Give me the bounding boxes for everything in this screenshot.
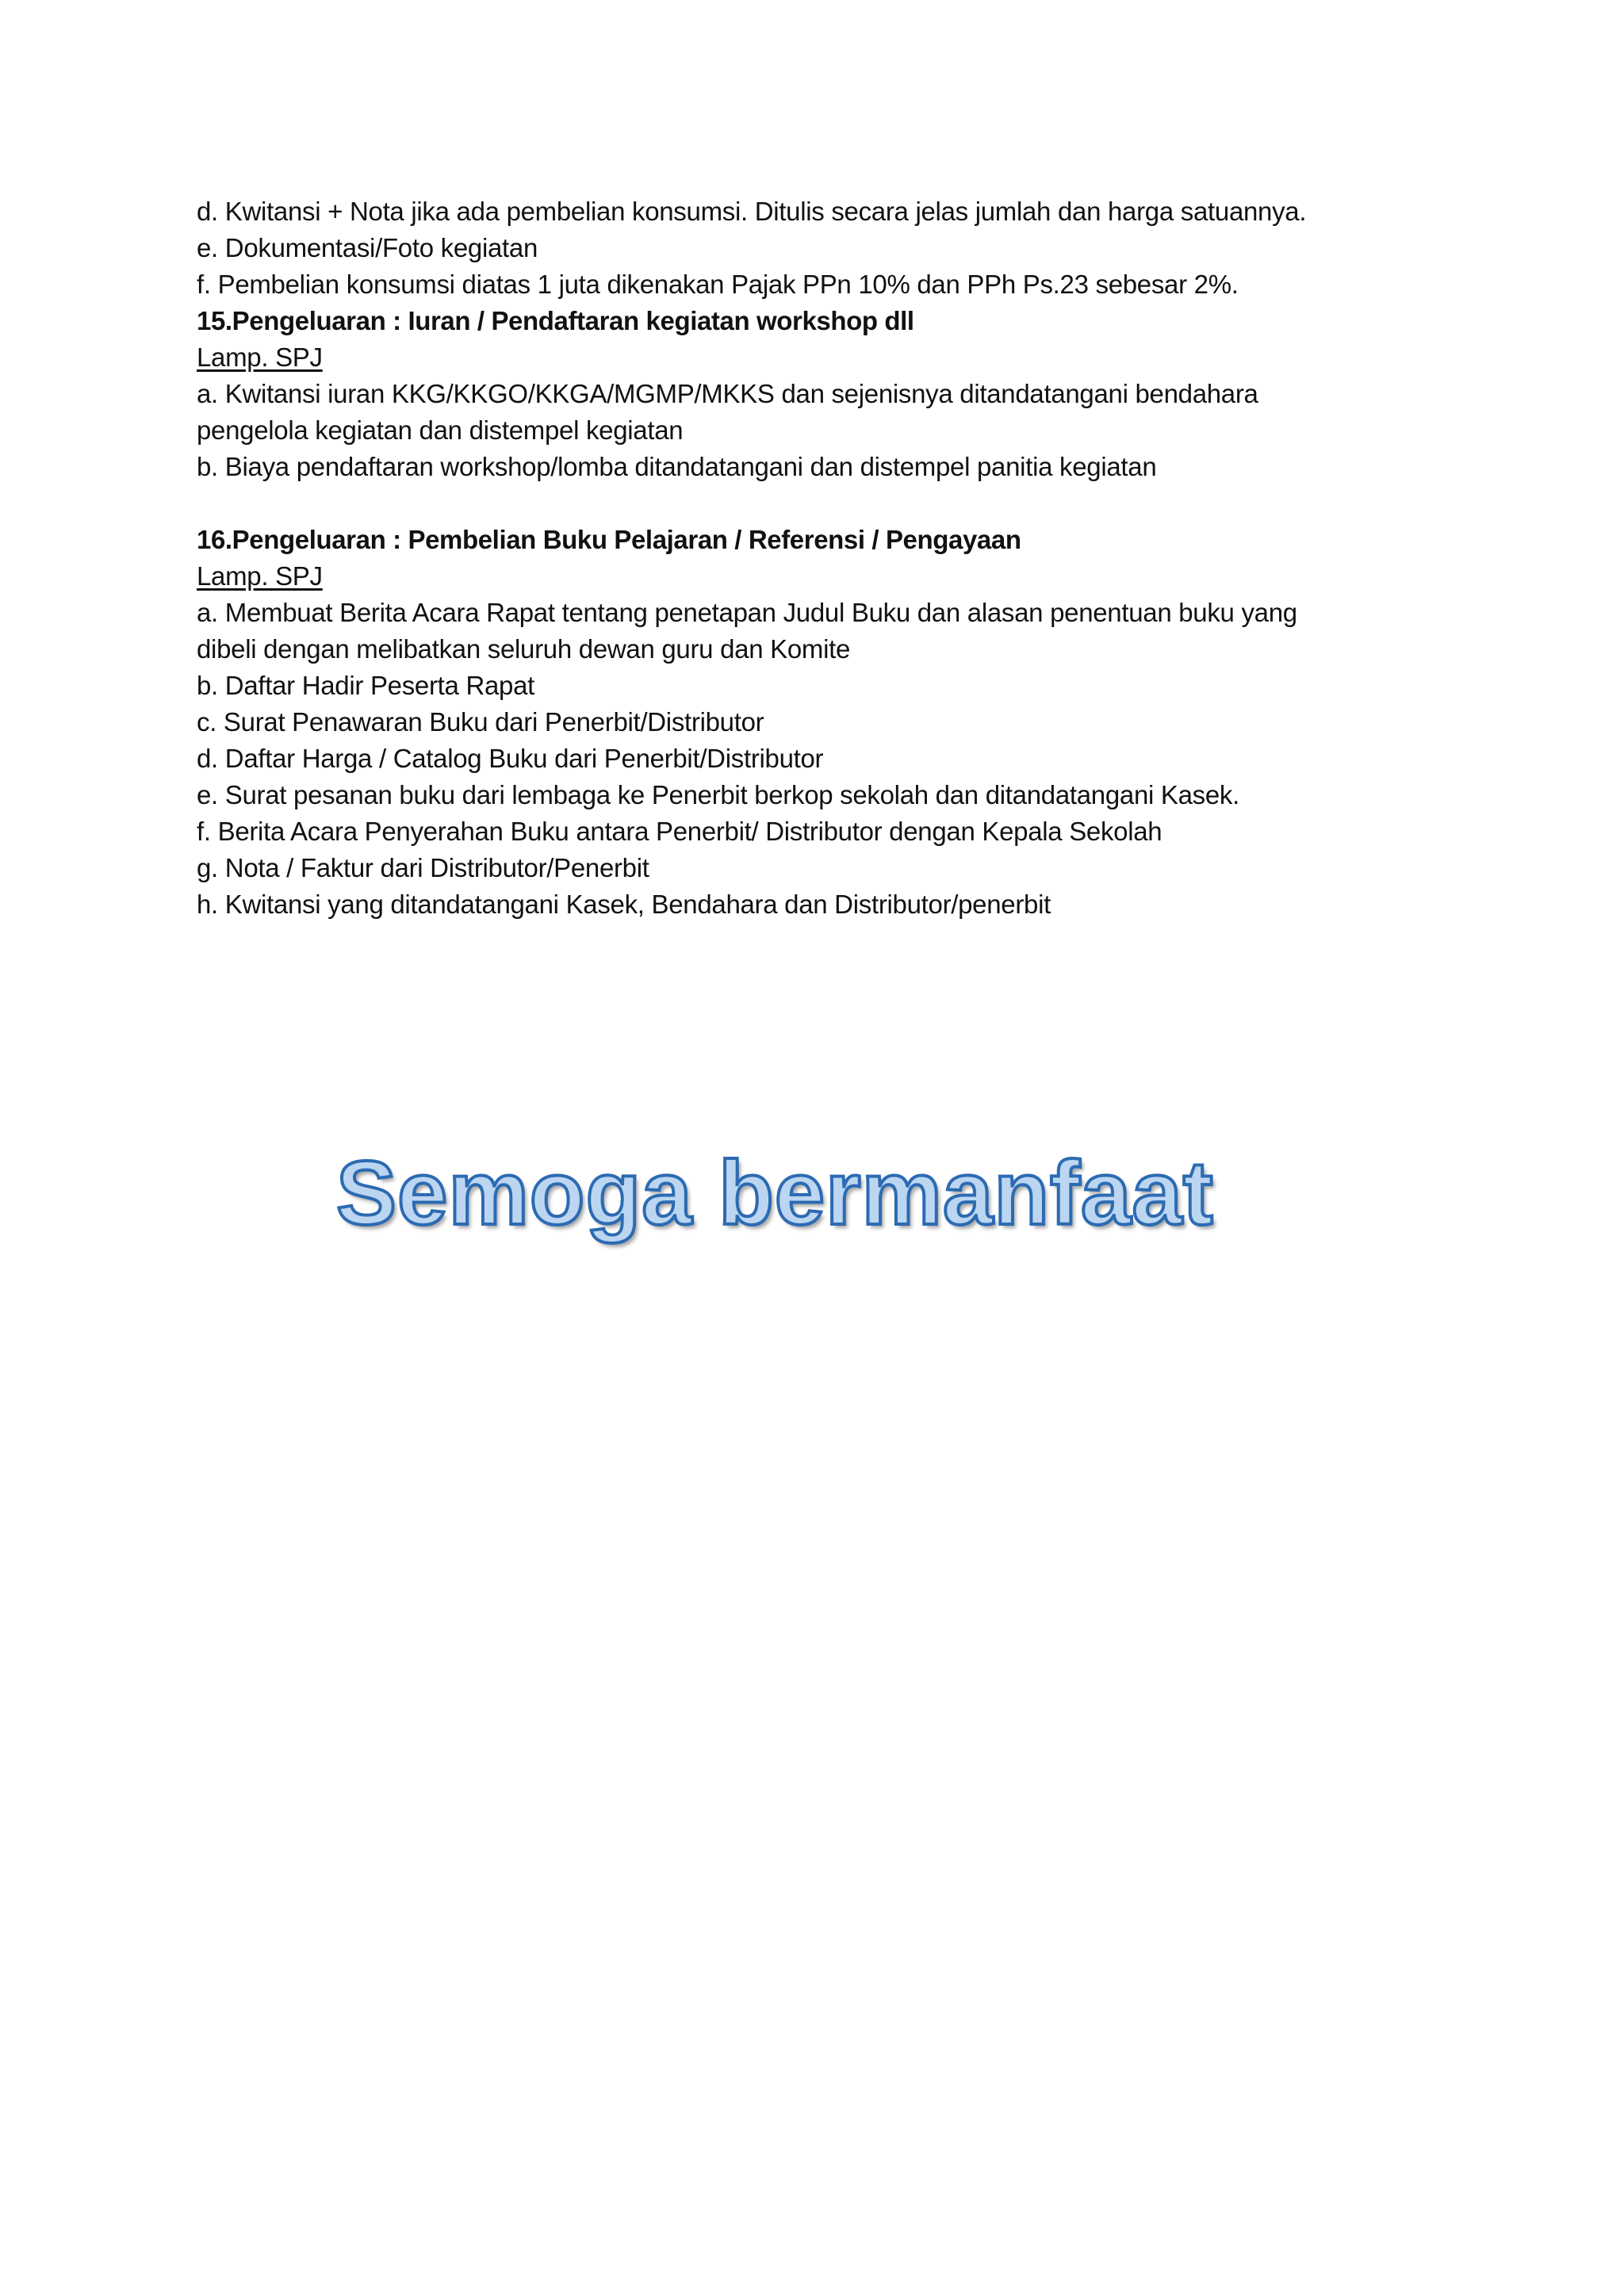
item-16-c: c. Surat Penawaran Buku dari Penerbit/Distributor: [197, 707, 764, 737]
item-14-d: d. Kwitansi + Nota jika ada pembelian konsumsi. Ditulis secara jelas jumlah dan harga satuannya.: [197, 197, 1307, 226]
section-15-heading: 15.Pengeluaran : Iuran / Pendaftaran kegiatan workshop dll: [197, 306, 914, 335]
section-spacer: [197, 485, 1434, 522]
item-15-a: a. Kwitansi iuran KKG/KKGO/KKGA/MGMP/MKKS dan sejenisnya ditandatangani bendahara: [197, 379, 1258, 408]
closing-wordart: Semoga bermanfaat: [336, 1143, 1214, 1244]
section-16-lamp: Lamp. SPJ: [197, 561, 323, 591]
item-14-f: f. Pembelian konsumsi diatas 1 juta dikenakan Pajak PPn 10% dan PPh Ps.23 sebesar 2%.: [197, 270, 1239, 299]
item-16-h: h. Kwitansi yang ditandatangani Kasek, Bendahara dan Distributor/penerbit: [197, 890, 1051, 919]
item-16-e: e. Surat pesanan buku dari lembaga ke Penerbit berkop sekolah dan ditandatangani Kasek.: [197, 780, 1239, 809]
item-16-a-cont: dibeli dengan melibatkan seluruh dewan guru dan Komite: [197, 634, 851, 664]
item-15-a-cont: pengelola kegiatan dan distempel kegiatan: [197, 415, 684, 445]
item-15-b: b. Biaya pendaftaran workshop/lomba ditandatangani dan distempel panitia kegiatan: [197, 452, 1157, 481]
section-15-lamp: Lamp. SPJ: [197, 342, 323, 372]
document-body: [197, 193, 1434, 923]
item-16-b: b. Daftar Hadir Peserta Rapat: [197, 671, 535, 700]
item-16-d: d. Daftar Harga / Catalog Buku dari Penerbit/Distributor: [197, 744, 824, 773]
item-16-f: f. Berita Acara Penyerahan Buku antara Penerbit/ Distributor dengan Kepala Sekolah: [197, 817, 1162, 846]
item-14-e: e. Dokumentasi/Foto kegiatan: [197, 233, 538, 262]
item-16-g: g. Nota / Faktur dari Distributor/Penerbit: [197, 853, 649, 882]
item-16-a: a. Membuat Berita Acara Rapat tentang penetapan Judul Buku dan alasan penentuan buku yang: [197, 598, 1297, 627]
section-16-heading: 16.Pengeluaran : Pembelian Buku Pelajaran / Referensi / Pengayaan: [197, 525, 1021, 554]
